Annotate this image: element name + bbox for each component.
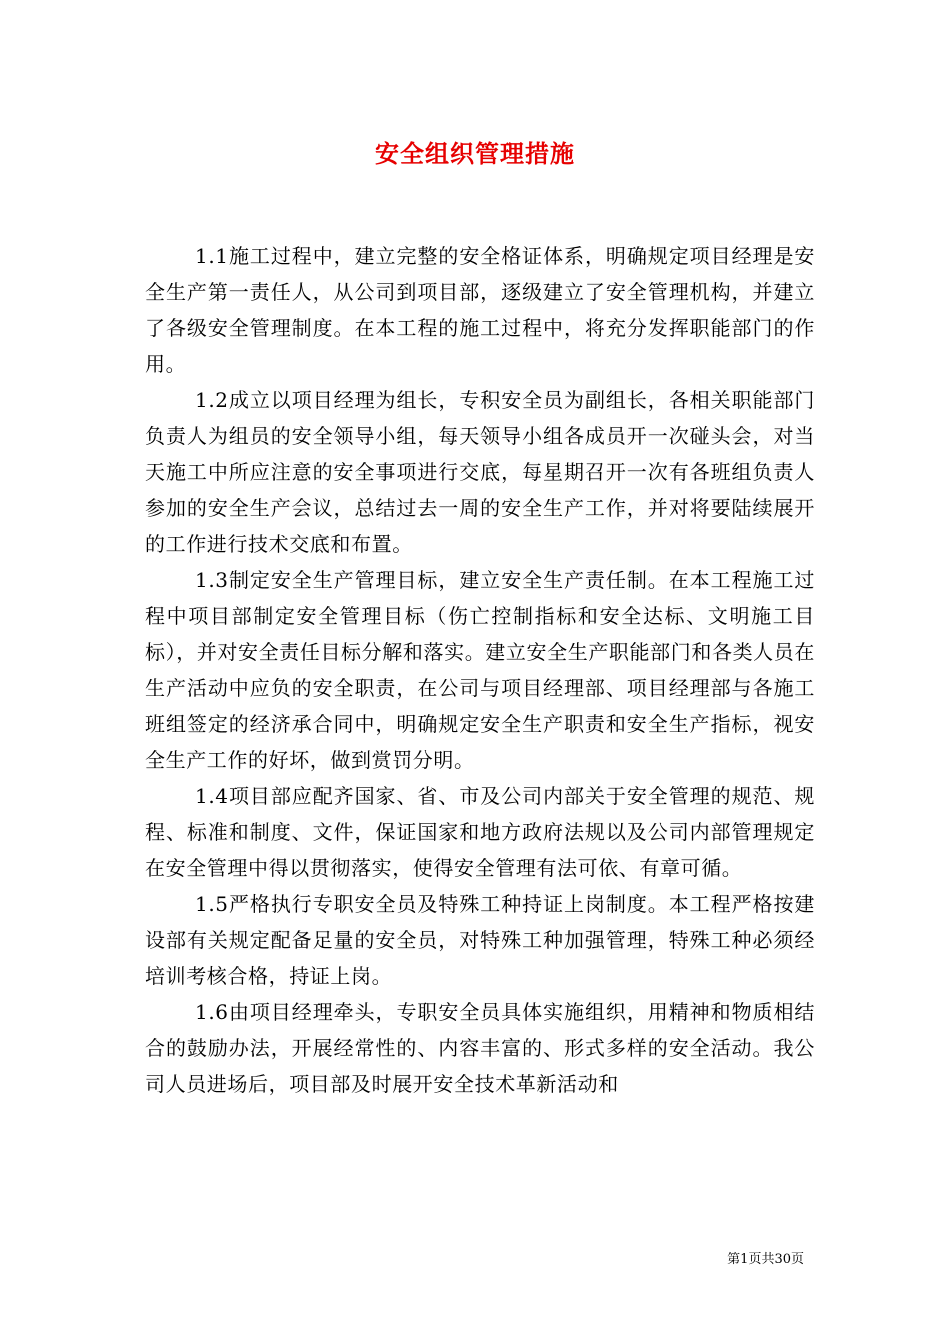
paragraph-1-3: 1.3制定安全生产管理目标，建立安全生产责任制。在本工程施工过程中项目部制定安全管理目标（伤亡控制指标和安全达标、文明施工目标），并对安全责任目标分解和落实。建立安全生产职能部门和各类人员在生产活动中应负的安全职责，在公司与项目经理部、项目经理部与各施工班组签定的经济承合同中，明确规定安全生产职责和安全生产指标，视安全生产工作的好坏，做到赏罚分明。	[145, 568, 815, 772]
paragraph-1-5: 1.5严格执行专职安全员及特殊工种持证上岗制度。本工程严格按建设部有关规定配备足量的安全员，对特殊工种加强管理，特殊工种必须经培训考核合格，持证上岗。	[145, 892, 815, 988]
page-number: 第1页共30页	[727, 1252, 804, 1267]
document-body	[145, 238, 815, 1102]
document-title: 安全组织管理措施	[375, 139, 575, 168]
paragraph-1-1: 1.1施工过程中，建立完整的安全格证体系，明确规定项目经理是安全生产第一责任人，从公司到项目部，逐级建立了安全管理机构，并建立了各级安全管理制度。在本工程的施工过程中，将充分发挥职能部门的作用。	[145, 244, 815, 376]
paragraph-1-2: 1.2成立以项目经理为组长，专积安全员为副组长，各相关职能部门负责人为组员的安全领导小组，每天领导小组各成员开一次碰头会，对当天施工中所应注意的安全事项进行交底，每星期召开一次有各班组负责人参加的安全生产会议，总结过去一周的安全生产工作，并对将要陆续展开的工作进行技术交底和布置。	[145, 388, 815, 556]
paragraph-1-4: 1.4项目部应配齐国家、省、市及公司内部关于安全管理的规范、规程、标准和制度、文件，保证国家和地方政府法规以及公司内部管理规定在安全管理中得以贯彻落实，使得安全管理有法可依、有章可循。	[145, 784, 815, 880]
paragraph-1-6: 1.6由项目经理牵头，专职安全员具体实施组织，用精神和物质相结合的鼓励办法，开展经常性的、内容丰富的、形式多样的安全活动。我公司人员进场后，项目部及时展开安全技术革新活动和	[145, 1000, 815, 1096]
